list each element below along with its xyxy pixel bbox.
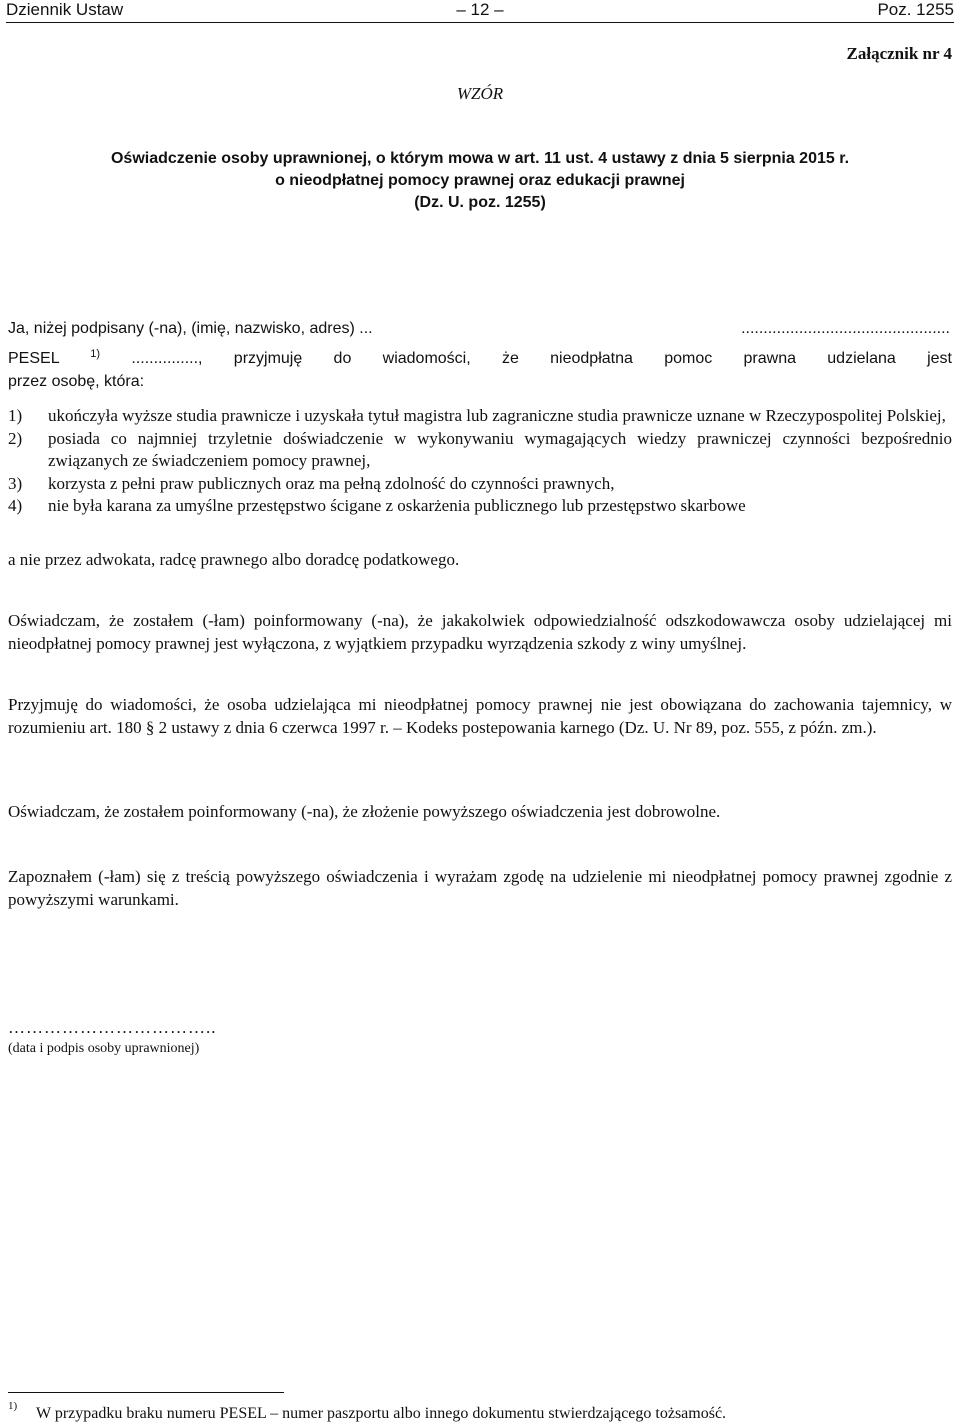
list-item-number: 1) bbox=[8, 406, 23, 425]
intro-line-fill: ............................................... bbox=[741, 320, 950, 337]
pesel-label: PESEL bbox=[8, 350, 59, 367]
title-line-1: Oświadczenie osoby uprawnionej, o którym mowa w art. 11 ust. 4 ustawy z dnia 5 sierpnia 2015 r. bbox=[110, 150, 850, 167]
list-item bbox=[8, 495, 952, 518]
signature-line: …………………………….. bbox=[8, 1018, 217, 1037]
statement-confidentiality: Przyjmuję do wiadomości, że osoba udzielająca mi nieodpłatnej pomocy prawnej nie jest obowiązana do zachowania tajemnicy, w rozumieniu art. 180 § 2 ustawy z dnia 6 czerwca 1997 r. – Kodeks postepowania karnego (Dz. U. Nr 89, poz. 555, z późn. zm.). bbox=[8, 695, 952, 737]
title-line-3: (Dz. U. poz. 1255) bbox=[414, 194, 546, 211]
pesel-rest: ..............., przyjmuję do wiadomości, że nieodpłatna pomoc prawna udzielana jest bbox=[131, 350, 952, 367]
journal-name: Dziennik Ustaw bbox=[6, 0, 124, 19]
position-number: Poz. 1255 bbox=[877, 0, 954, 19]
list-item bbox=[8, 405, 952, 428]
template-label: WZÓR bbox=[456, 84, 504, 103]
footnote-text: W przypadku braku numeru PESEL – numer paszportu albo innego dokumentu stwierdzającego tożsamość. bbox=[36, 1405, 727, 1422]
intro-pesel-line bbox=[8, 350, 952, 368]
footnote-marker: 1) bbox=[8, 1400, 18, 1412]
after-list-text: a nie przez adwokata, radcę prawnego albo doradcę podatkowego. bbox=[8, 550, 460, 569]
statement-voluntary: Oświadczam, że zostałem poinformowany (-na), że złożenie powyższego oświadczenia jest dobrowolne. bbox=[8, 802, 721, 821]
conditions-list bbox=[8, 405, 952, 518]
annex-label: Załącznik nr 4 bbox=[846, 44, 952, 63]
list-item-text: korzysta z pełni praw publicznych oraz ma pełną zdolność do czynności prawnych, bbox=[48, 473, 615, 493]
title-line-2: o nieodpłatnej pomocy prawnej oraz edukacji prawnej bbox=[275, 172, 685, 189]
list-item-number: 2) bbox=[8, 428, 23, 448]
list-item-text: ukończyła wyższe studia prawnicze i uzyskała tytuł magistra lub zagraniczne studia prawnicze uznane w Rzeczypospolitej Polskiej, bbox=[48, 406, 946, 425]
list-item-number: 3) bbox=[8, 473, 23, 493]
document-title bbox=[0, 148, 960, 214]
list-item bbox=[8, 473, 952, 496]
page-number: – 12 – bbox=[456, 0, 504, 19]
statement-liability: Oświadczam, że zostałem (-łam) poinformowany (-na), że jakakolwiek odpowiedzialność odszkodowawcza osoby udzielającej mi nieodpłatnej pomocy prawnej jest wyłączona, z wyjątkiem przypadku wyrządzenia szkody z winy umyślnej. bbox=[8, 611, 952, 653]
signature-label: (data i podpis osoby uprawnionej) bbox=[8, 1041, 200, 1056]
intro-line-name: Ja, niżej podpisany (-na), (imię, nazwisko, adres) ... bbox=[8, 320, 373, 337]
list-item-number: 4) bbox=[8, 496, 23, 515]
pesel-footnote-ref: 1) bbox=[90, 348, 101, 360]
list-item-text: posiada co najmniej trzyletnie doświadczenie w wykonywaniu wymagających wiedzy prawniczej czynności bezpośrednio związanych ze świadczeniem pomocy prawnej, bbox=[48, 428, 952, 470]
statement-consent: Zapoznałem (-łam) się z treścią powyższego oświadczenia i wyrażam zgodę na udzielenie mi nieodpłatnej pomocy prawnej zgodnie z powyższymi warunkami. bbox=[8, 867, 952, 909]
list-item-text: nie była karana za umyślne przestępstwo ścigane z oskarżenia publicznego lub przestępstwo skarbowe bbox=[48, 496, 746, 515]
footnote-divider bbox=[8, 1392, 284, 1393]
list-item bbox=[8, 428, 952, 473]
page-header bbox=[6, 0, 954, 23]
intro-line-person: przez osobę, która: bbox=[8, 373, 145, 390]
